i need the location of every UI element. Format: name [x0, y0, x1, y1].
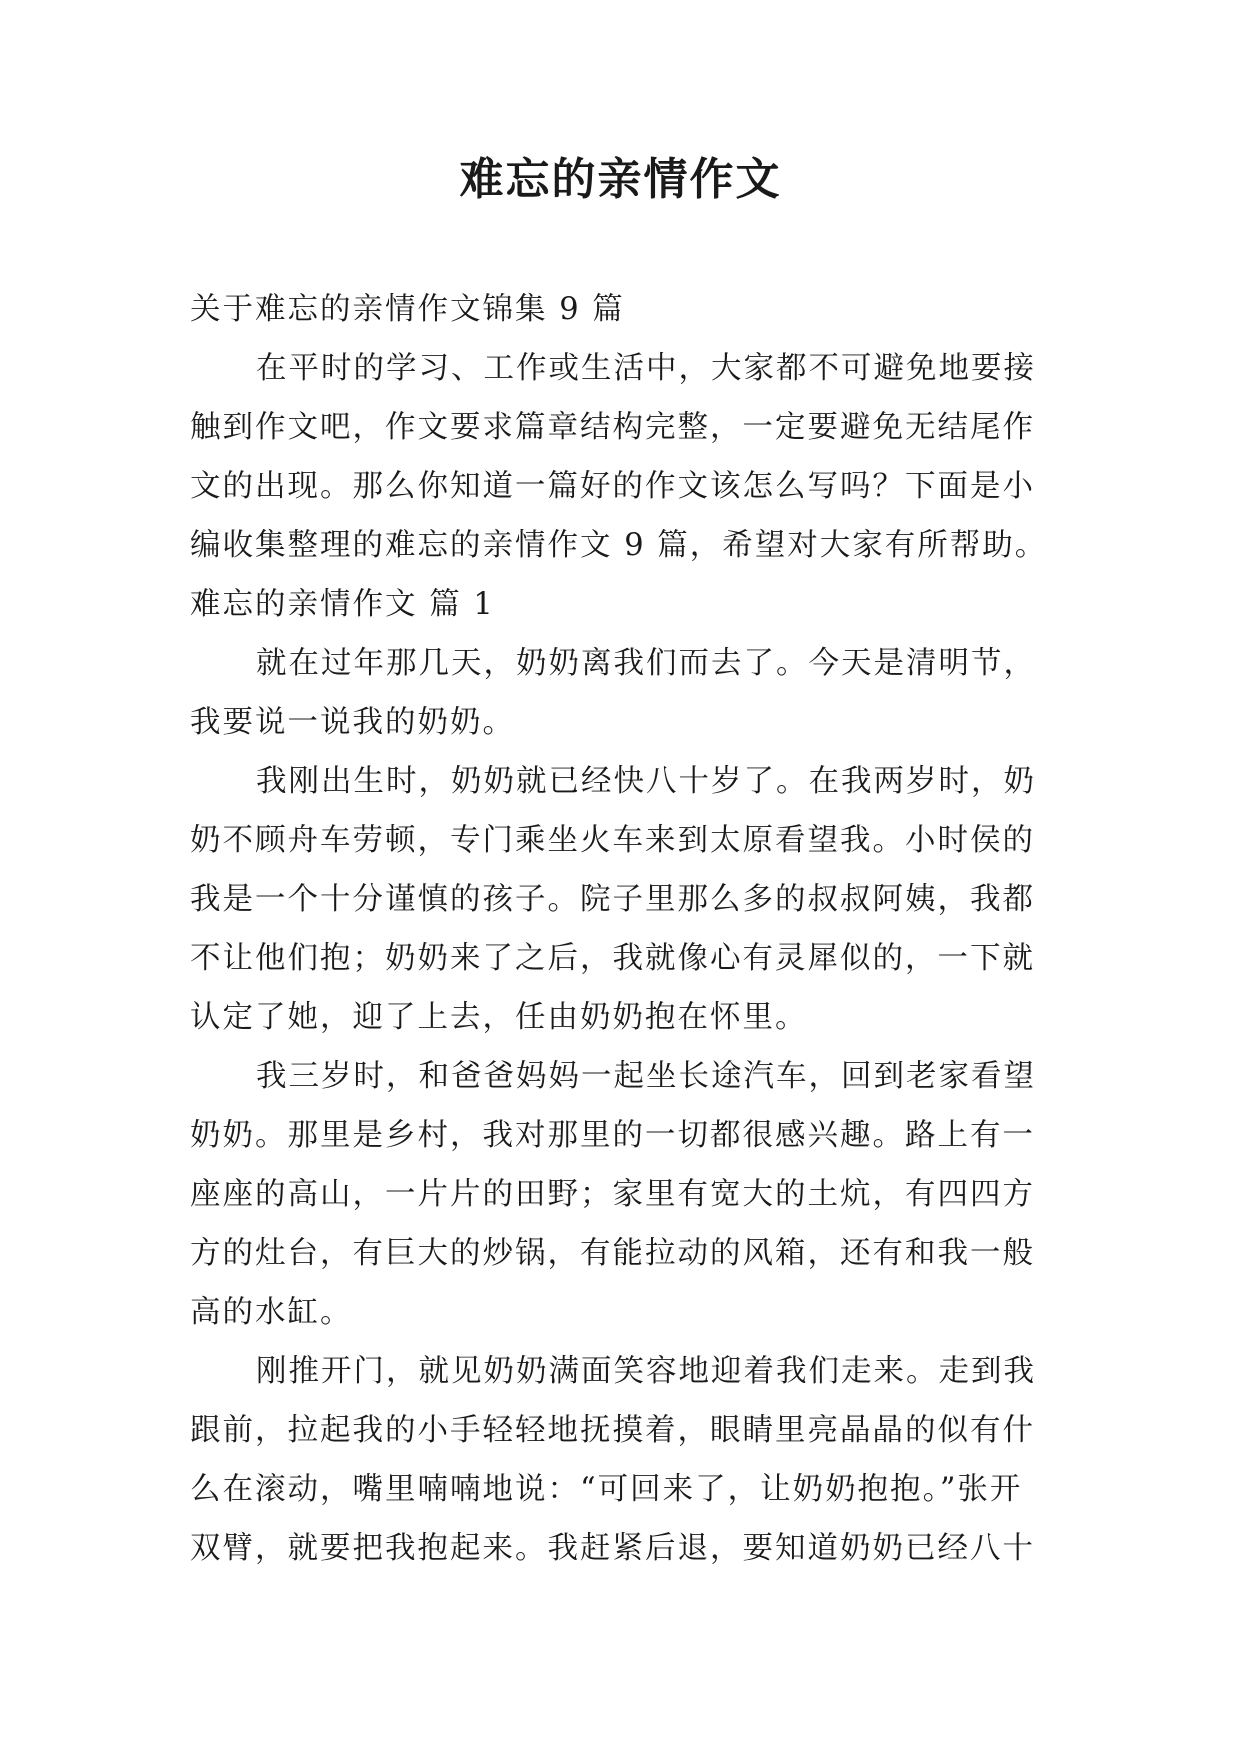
paragraph-line: 座座的高山，一片片的田野；家里有宽大的土炕，有四四方 [190, 1177, 1035, 1212]
paragraph-line: 我是一个十分谨慎的孩子。院子里那么多的叔叔阿姨，我都 [190, 882, 1035, 917]
paragraph-line: 在平时的学习、工作或生活中，大家都不可避免地要接 [256, 351, 1036, 386]
section-heading: 难忘的亲情作文 篇 1 [190, 587, 495, 622]
paragraph-line: 双臂，就要把我抱起来。我赶紧后退，要知道奶奶已经八十 [190, 1531, 1035, 1566]
paragraph-line: 编收集整理的难忘的亲情作文 9 篇，希望对大家有所帮助。 [190, 528, 1048, 563]
document-title: 难忘的亲情作文 [459, 154, 782, 205]
paragraph-line: 我三岁时，和爸爸妈妈一起坐长途汽车，回到老家看望 [256, 1059, 1036, 1094]
paragraph-line: 触到作文吧，作文要求篇章结构完整，一定要避免无结尾作 [190, 410, 1035, 445]
paragraph-line: 就在过年那几天，奶奶离我们而去了。今天是清明节， [256, 646, 1036, 681]
paragraph-line: 跟前，拉起我的小手轻轻地抚摸着，眼睛里亮晶晶的似有什 [190, 1413, 1035, 1448]
paragraph-line: 刚推开门，就见奶奶满面笑容地迎着我们走来。走到我 [256, 1354, 1036, 1389]
paragraph-line: 不让他们抱；奶奶来了之后，我就像心有灵犀似的，一下就 [190, 941, 1035, 976]
paragraph-line: 么在滚动，嘴里喃喃地说：“可回来了，让奶奶抱抱。”张开 [190, 1472, 1023, 1507]
paragraph-line: 认定了她，迎了上去，任由奶奶抱在怀里。 [190, 1000, 808, 1035]
paragraph-line: 高的水缸。 [190, 1295, 353, 1330]
paragraph-line: 我刚出生时，奶奶就已经快八十岁了。在我两岁时，奶 [256, 764, 1036, 799]
paragraph-line: 奶奶。那里是乡村，我对那里的一切都很感兴趣。路上有一 [190, 1118, 1035, 1153]
paragraph-line: 方的灶台，有巨大的炒锅，有能拉动的风箱，还有和我一般 [190, 1236, 1035, 1271]
paragraph-line: 我要说一说我的奶奶。 [190, 705, 515, 740]
subtitle-line: 关于难忘的亲情作文锦集 9 篇 [190, 292, 625, 327]
paragraph-line: 文的出现。那么你知道一篇好的作文该怎么写吗？下面是小 [190, 469, 1035, 504]
paragraph-line: 奶不顾舟车劳顿，专门乘坐火车来到太原看望我。小时侯的 [190, 823, 1035, 858]
